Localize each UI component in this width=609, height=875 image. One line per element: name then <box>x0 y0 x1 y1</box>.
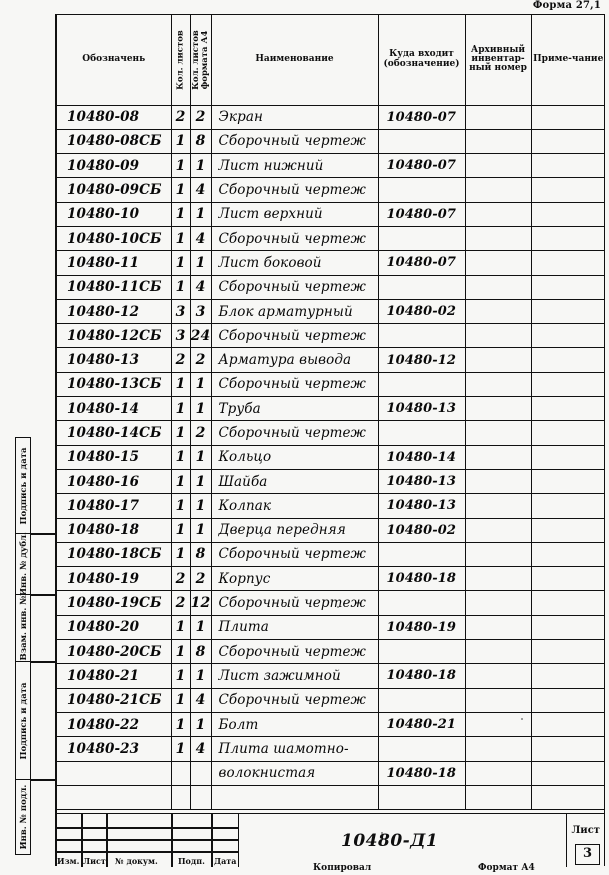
designation-cell: 10480-08 <box>57 105 171 129</box>
name-cell: Сборочный чертеж <box>211 542 378 566</box>
note-cell <box>531 226 605 250</box>
side-label-signature-date-top: Подпись и дата <box>18 446 29 525</box>
table-row <box>57 542 605 566</box>
a4-count-cell: 2 <box>190 105 211 129</box>
note-cell <box>531 372 605 396</box>
side-label-replacement-number: Взам. инв. № <box>18 595 29 661</box>
side-cell-signature-date-top <box>16 438 32 534</box>
archive-number-cell <box>465 494 531 518</box>
table-row <box>57 251 605 275</box>
title-header-change: Изм. <box>57 856 80 866</box>
name-cell: Экран <box>211 105 378 129</box>
placement-cell <box>378 421 465 445</box>
designation-cell: 10480-21СБ <box>57 688 171 712</box>
note-cell <box>531 712 605 736</box>
table-row <box>57 178 605 202</box>
note-cell <box>531 737 605 761</box>
sheet-count-cell: 1 <box>171 712 190 736</box>
archive-number-cell <box>465 202 531 226</box>
designation-cell: 10480-20СБ <box>57 640 171 664</box>
note-cell <box>531 445 605 469</box>
sheet-count-cell <box>171 785 190 809</box>
name-cell: Лист боковой <box>211 251 378 275</box>
sheet-count-cell: 1 <box>171 518 190 542</box>
designation-cell: 10480-09 <box>57 154 171 178</box>
placement-cell: 10480-13 <box>378 397 465 421</box>
sheet-count-cell: 2 <box>171 567 190 591</box>
archive-number-cell <box>465 737 531 761</box>
table-row <box>57 664 605 688</box>
a4-count-cell: 1 <box>190 251 211 275</box>
a4-count-cell: 1 <box>190 154 211 178</box>
header-placement: Куда входит (обозначение) <box>378 15 465 105</box>
sheet-count-cell: 2 <box>171 591 190 615</box>
archive-number-cell <box>465 688 531 712</box>
designation-cell: 10480-19 <box>57 567 171 591</box>
sheet-count-cell <box>171 761 190 785</box>
table-row <box>57 202 605 226</box>
a4-count-cell: 1 <box>190 202 211 226</box>
name-cell: Плита шамотно- <box>211 737 378 761</box>
designation-cell: 10480-18СБ <box>57 542 171 566</box>
table-row <box>57 154 605 178</box>
name-cell: Блок арматурный <box>211 299 378 323</box>
designation-cell: 10480-11СБ <box>57 275 171 299</box>
name-cell: Сборочный чертеж <box>211 688 378 712</box>
archive-number-cell <box>465 640 531 664</box>
name-cell: Сборочный чертеж <box>211 640 378 664</box>
a4-count-cell: 2 <box>190 421 211 445</box>
name-cell: Сборочный чертеж <box>211 178 378 202</box>
note-cell <box>531 640 605 664</box>
archive-number-cell <box>465 469 531 493</box>
placement-cell <box>378 591 465 615</box>
side-stamp-connector-line <box>31 779 55 781</box>
sheet-count-cell: 2 <box>171 105 190 129</box>
placement-cell <box>378 226 465 250</box>
note-cell <box>531 299 605 323</box>
archive-number-cell <box>465 785 531 809</box>
sheet-number-box <box>566 814 604 867</box>
designation-cell: 10480-18 <box>57 518 171 542</box>
a4-count-cell: 1 <box>190 712 211 736</box>
sheet-count-cell: 1 <box>171 397 190 421</box>
a4-count-cell: 4 <box>190 275 211 299</box>
note-cell <box>531 494 605 518</box>
name-cell: Кольцо <box>211 445 378 469</box>
side-stamp-connector-line <box>31 533 55 535</box>
placement-cell: 10480-13 <box>378 469 465 493</box>
designation-cell: 10480-13 <box>57 348 171 372</box>
sheet-count-cell: 3 <box>171 324 190 348</box>
title-header-date: Дата <box>214 856 237 866</box>
revision-grid-line <box>106 814 108 867</box>
side-label-original-number: Инв. № подл. <box>18 784 29 849</box>
designation-cell: 10480-10СБ <box>57 226 171 250</box>
a4-count-cell: 1 <box>190 397 211 421</box>
placement-cell: 10480-07 <box>378 251 465 275</box>
title-header-document-number: № докум. <box>115 856 158 866</box>
sheet-count-cell: 1 <box>171 251 190 275</box>
placement-cell <box>378 372 465 396</box>
placement-cell <box>378 737 465 761</box>
table-row <box>57 615 605 639</box>
sheet-count-cell: 1 <box>171 178 190 202</box>
header-a4-count <box>190 15 211 105</box>
archive-number-cell <box>465 178 531 202</box>
archive-number-cell <box>465 615 531 639</box>
sheet-count-cell: 1 <box>171 469 190 493</box>
side-cell-original-number <box>16 780 32 853</box>
title-block <box>56 813 604 866</box>
table-row <box>57 324 605 348</box>
drawing-code: 10480-Д1 <box>341 831 439 851</box>
note-cell <box>531 105 605 129</box>
header-sheet-count-label: Кол. листов <box>175 29 186 90</box>
placement-cell: 10480-07 <box>378 105 465 129</box>
name-cell: Сборочный чертеж <box>211 372 378 396</box>
name-cell: Арматура вывода <box>211 348 378 372</box>
name-cell: Сборочный чертеж <box>211 591 378 615</box>
archive-number-cell <box>465 761 531 785</box>
table-row <box>57 105 605 129</box>
note-cell <box>531 154 605 178</box>
archive-number-cell <box>465 518 531 542</box>
placement-cell: 10480-07 <box>378 202 465 226</box>
specification-table <box>57 15 605 810</box>
designation-cell: 10480-19СБ <box>57 591 171 615</box>
name-cell: Лист зажимной <box>211 664 378 688</box>
note-cell <box>531 591 605 615</box>
archive-number-cell <box>465 445 531 469</box>
designation-cell <box>57 761 171 785</box>
archive-number-cell <box>465 105 531 129</box>
archive-number-cell <box>465 421 531 445</box>
a4-count-cell: 2 <box>190 567 211 591</box>
archive-number-cell <box>465 226 531 250</box>
name-cell: Лист нижний <box>211 154 378 178</box>
placement-cell <box>378 275 465 299</box>
name-cell: Сборочный чертеж <box>211 421 378 445</box>
designation-cell: 10480-14 <box>57 397 171 421</box>
designation-cell: 10480-20 <box>57 615 171 639</box>
archive-number-cell <box>465 324 531 348</box>
revision-grid-line <box>211 814 213 867</box>
side-stamp-connector-line <box>31 594 55 596</box>
placement-cell <box>378 785 465 809</box>
archive-number-cell <box>465 348 531 372</box>
a4-count-cell: 12 <box>190 591 211 615</box>
note-cell <box>531 275 605 299</box>
a4-count-cell: 1 <box>190 445 211 469</box>
sheet-count-cell: 1 <box>171 688 190 712</box>
a4-count-cell: 1 <box>190 494 211 518</box>
note-cell <box>531 785 605 809</box>
designation-cell: 10480-08СБ <box>57 129 171 153</box>
a4-count-cell: 24 <box>190 324 211 348</box>
placement-cell: 10480-18 <box>378 761 465 785</box>
sheet-count-cell: 3 <box>171 299 190 323</box>
specification-document <box>55 14 605 866</box>
table-row <box>57 226 605 250</box>
table-row <box>57 591 605 615</box>
placement-cell: 10480-02 <box>378 299 465 323</box>
name-cell: Сборочный чертеж <box>211 226 378 250</box>
note-cell <box>531 397 605 421</box>
archive-number-cell <box>465 712 531 736</box>
designation-cell: 10480-16 <box>57 469 171 493</box>
sheet-number: 3 <box>575 844 600 865</box>
table-row <box>57 494 605 518</box>
sheet-count-cell: 1 <box>171 275 190 299</box>
placement-cell: 10480-07 <box>378 154 465 178</box>
note-cell <box>531 129 605 153</box>
paper-format-label: Формат А4 <box>478 863 535 873</box>
name-cell <box>211 785 378 809</box>
a4-count-cell: 8 <box>190 129 211 153</box>
table-row <box>57 275 605 299</box>
designation-cell: 10480-22 <box>57 712 171 736</box>
header-designation: Обозначень <box>57 15 171 105</box>
a4-count-cell: 3 <box>190 299 211 323</box>
table-row <box>57 397 605 421</box>
a4-count-cell: 2 <box>190 348 211 372</box>
archive-number-cell <box>465 129 531 153</box>
note-cell <box>531 615 605 639</box>
placement-cell: 10480-12 <box>378 348 465 372</box>
specification-table-header <box>57 15 605 105</box>
name-cell: волокнистая <box>211 761 378 785</box>
placement-cell: 10480-18 <box>378 664 465 688</box>
sheet-count-cell: 1 <box>171 129 190 153</box>
designation-cell: 10480-13СБ <box>57 372 171 396</box>
table-row <box>57 688 605 712</box>
designation-cell: 10480-10 <box>57 202 171 226</box>
title-header-signature: Подп. <box>178 856 205 866</box>
header-name: Наименование <box>211 15 378 105</box>
archive-number-cell <box>465 542 531 566</box>
designation-cell: 10480-09СБ <box>57 178 171 202</box>
archive-number-cell <box>465 397 531 421</box>
name-cell: Болт <box>211 712 378 736</box>
sheet-count-cell: 1 <box>171 542 190 566</box>
table-row <box>57 567 605 591</box>
name-cell: Сборочный чертеж <box>211 324 378 348</box>
form-label: Форма 27,1 <box>532 0 601 11</box>
note-cell <box>531 421 605 445</box>
header-sheet-count <box>171 15 190 105</box>
note-cell <box>531 688 605 712</box>
placement-cell <box>378 542 465 566</box>
archive-number-cell <box>465 591 531 615</box>
table-row <box>57 518 605 542</box>
archive-number-cell <box>465 372 531 396</box>
name-cell: Колпак <box>211 494 378 518</box>
name-cell: Сборочный чертеж <box>211 275 378 299</box>
note-cell <box>531 664 605 688</box>
a4-count-cell: 1 <box>190 469 211 493</box>
a4-count-cell: 4 <box>190 737 211 761</box>
a4-count-cell: 4 <box>190 226 211 250</box>
a4-count-cell: 8 <box>190 640 211 664</box>
a4-count-cell: 1 <box>190 664 211 688</box>
note-cell <box>531 567 605 591</box>
designation-cell: 10480-11 <box>57 251 171 275</box>
sheet-count-cell: 1 <box>171 226 190 250</box>
sheet-count-cell: 1 <box>171 202 190 226</box>
archive-number-cell <box>465 567 531 591</box>
note-cell <box>531 348 605 372</box>
side-stamp-connector-line <box>31 661 55 663</box>
placement-cell: 10480-18 <box>378 567 465 591</box>
table-header-row <box>57 15 605 105</box>
name-cell: Корпус <box>211 567 378 591</box>
sheet-count-cell: 1 <box>171 615 190 639</box>
designation-cell: 10480-14СБ <box>57 421 171 445</box>
note-cell <box>531 469 605 493</box>
placement-cell: 10480-02 <box>378 518 465 542</box>
name-cell: Шайба <box>211 469 378 493</box>
sheet-label: Лист <box>571 825 600 836</box>
sheet-count-cell: 2 <box>171 348 190 372</box>
placement-cell: 10480-21 <box>378 712 465 736</box>
table-row <box>57 348 605 372</box>
sheet-count-cell: 1 <box>171 154 190 178</box>
header-archive-number: Архивный инвентар-ный номер <box>465 15 531 105</box>
archive-number-cell <box>465 154 531 178</box>
title-header-sheet: Лист <box>83 856 106 866</box>
a4-count-cell: 4 <box>190 688 211 712</box>
note-cell <box>531 324 605 348</box>
a4-count-cell: 8 <box>190 542 211 566</box>
specification-table-body <box>57 105 605 809</box>
designation-cell: 10480-12СБ <box>57 324 171 348</box>
note-cell <box>531 202 605 226</box>
archive-number-cell <box>465 299 531 323</box>
side-label-signature-date-bottom: Подпись и дата <box>18 681 29 760</box>
left-approval-stamp <box>15 437 31 855</box>
side-label-duplicate-number: Инв. № дубл. <box>18 531 29 597</box>
side-cell-duplicate-number <box>16 531 32 597</box>
a4-count-cell: 1 <box>190 615 211 639</box>
name-cell: Сборочный чертеж <box>211 129 378 153</box>
archive-number-cell <box>465 664 531 688</box>
sheet-count-cell: 1 <box>171 445 190 469</box>
table-row <box>57 445 605 469</box>
placement-cell <box>378 640 465 664</box>
designation-cell: 10480-12 <box>57 299 171 323</box>
note-cell <box>531 761 605 785</box>
side-cell-signature-date-bottom <box>16 662 32 780</box>
side-cell-replacement-number <box>16 595 32 662</box>
a4-count-cell: 1 <box>190 518 211 542</box>
table-row <box>57 129 605 153</box>
copied-label: Копировал <box>313 863 372 873</box>
placement-cell: 10480-13 <box>378 494 465 518</box>
table-row <box>57 299 605 323</box>
placement-cell <box>378 129 465 153</box>
name-cell: Дверца передняя <box>211 518 378 542</box>
sheet-count-cell: 1 <box>171 737 190 761</box>
designation-cell: 10480-21 <box>57 664 171 688</box>
placement-cell: 10480-19 <box>378 615 465 639</box>
designation-cell: 10480-23 <box>57 737 171 761</box>
table-row <box>57 761 605 785</box>
table-row <box>57 469 605 493</box>
placement-cell <box>378 688 465 712</box>
a4-count-cell <box>190 785 211 809</box>
table-row <box>57 712 605 736</box>
header-note: Приме-чание <box>531 15 605 105</box>
sheet-count-cell: 1 <box>171 421 190 445</box>
table-row <box>57 372 605 396</box>
a4-count-cell: 1 <box>190 372 211 396</box>
name-cell: Лист верхний <box>211 202 378 226</box>
a4-count-cell <box>190 761 211 785</box>
placement-cell <box>378 324 465 348</box>
name-cell: Труба <box>211 397 378 421</box>
revision-grid-line <box>171 814 173 867</box>
archive-number-cell <box>465 251 531 275</box>
table-row <box>57 421 605 445</box>
placement-cell <box>378 178 465 202</box>
table-row <box>57 640 605 664</box>
sheet-count-cell: 1 <box>171 640 190 664</box>
placement-cell: 10480-14 <box>378 445 465 469</box>
note-cell <box>531 542 605 566</box>
archive-number-cell <box>465 275 531 299</box>
designation-cell <box>57 785 171 809</box>
table-row <box>57 785 605 809</box>
note-cell <box>531 518 605 542</box>
sheet-count-cell: 1 <box>171 664 190 688</box>
table-row <box>57 737 605 761</box>
note-cell <box>531 178 605 202</box>
designation-cell: 10480-15 <box>57 445 171 469</box>
note-cell <box>531 251 605 275</box>
a4-count-cell: 4 <box>190 178 211 202</box>
sheet-count-cell: 1 <box>171 494 190 518</box>
sheet-count-cell: 1 <box>171 372 190 396</box>
designation-cell: 10480-17 <box>57 494 171 518</box>
name-cell: Плита <box>211 615 378 639</box>
revision-grid <box>56 814 239 867</box>
header-a4-count-label: Кол. листов формата А4 <box>190 29 210 90</box>
